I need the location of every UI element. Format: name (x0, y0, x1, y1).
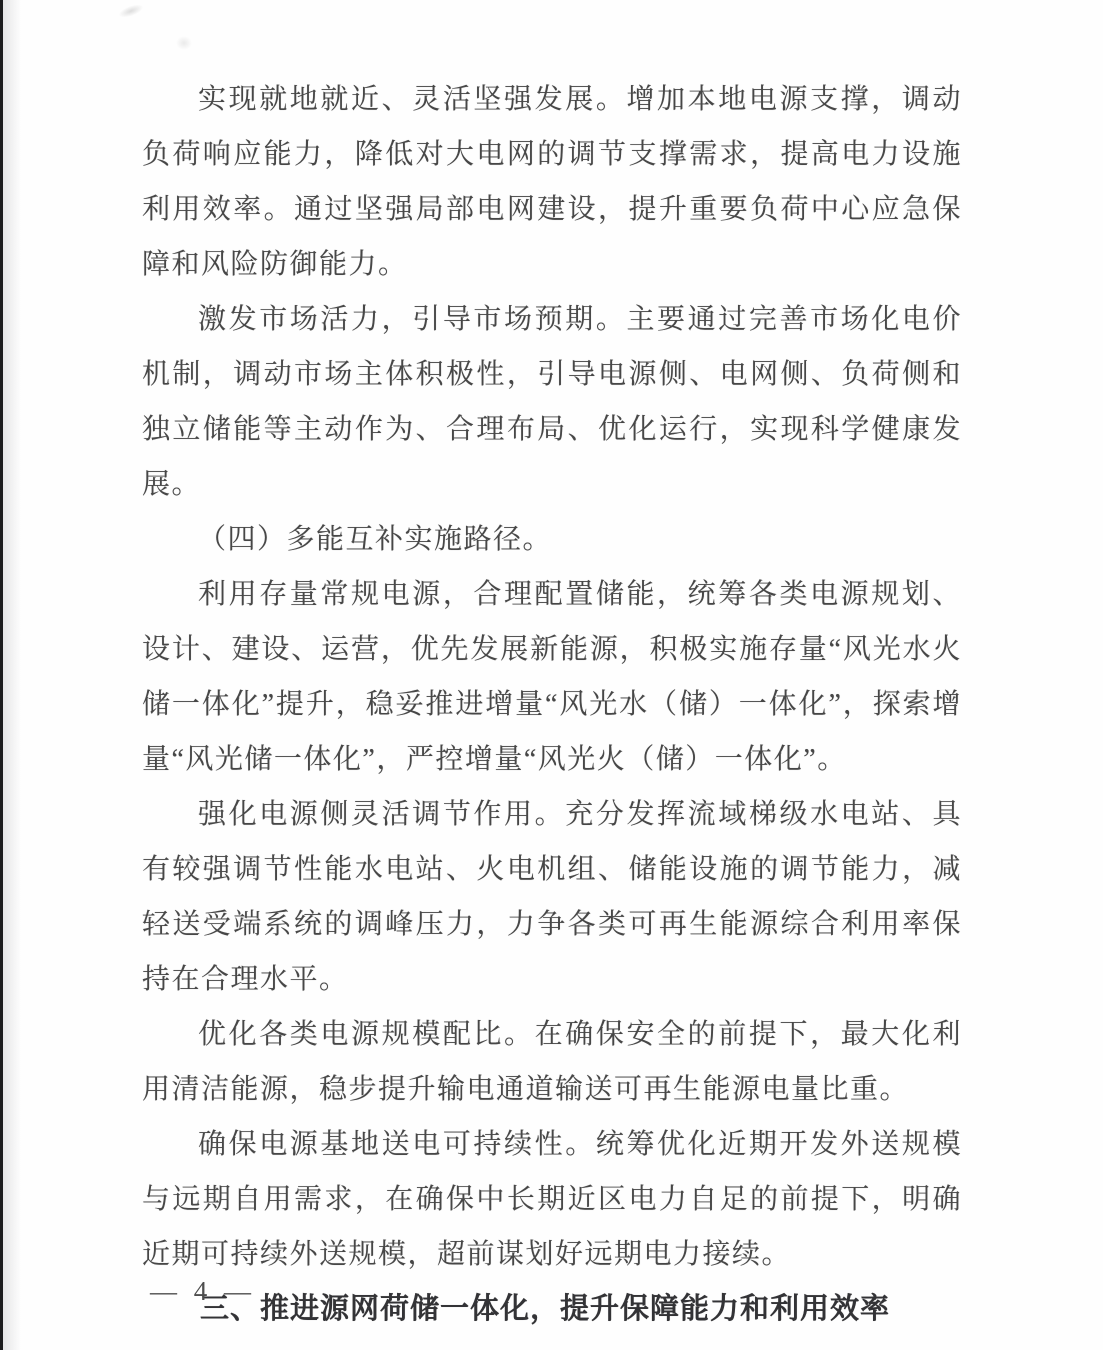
paragraph-existing-power-sources: 利用存量常规电源，合理配置储能，统筹各类电源规划、设计、建设、运营，优先发展新能源，积极实施存量“风光水火储一体化”提升，稳妥推进增量“风光水（储）一体化”，探索增量“风光储一体化”，严控增量“风光火（储）一体化”。 (142, 579, 962, 775)
scan-smudge (117, 2, 145, 20)
scan-smudge (176, 36, 192, 50)
subsection-heading-multi-energy-path: （四）多能互补实施路径。 (198, 524, 553, 555)
paragraph-market-vitality: 激发市场活力，引导市场预期。主要通过完善市场化电价机制，调动市场主体积极性，引导电源侧、电网侧、负荷侧和独立储能等主动作为、合理布局、优化运行，实现科学健康发展。 (142, 304, 962, 500)
paragraph-power-base-sustainability: 确保电源基地送电可持续性。统筹优化近期开发外送规模与远期自用需求，在确保中长期近区电力自足的前提下，明确近期可持续外送规模，超前谋划好远期电力接续。 (142, 1129, 962, 1270)
page-number: — 4 — (150, 1276, 256, 1306)
scan-edge-shadow (3, 0, 21, 1350)
document-body (142, 72, 962, 1337)
paragraph-optimize-power-mix: 优化各类电源规模配比。在确保安全的前提下，最大化利用清洁能源，稳步提升输电通道输送可再生能源电量比重。 (142, 1019, 962, 1105)
paragraph-source-side-regulation: 强化电源侧灵活调节作用。充分发挥流域梯级水电站、具有较强调节性能水电站、火电机组、储能设施的调节能力，减轻送受端系统的调峰压力，力争各类可再生能源综合利用率保持在合理水平。 (142, 799, 962, 995)
section-heading-source-grid-load-storage: 三、推进源网荷储一体化，提升保障能力和利用效率 (200, 1293, 891, 1325)
paragraph-local-flexible-development: 实现就地就近、灵活坚强发展。增加本地电源支撑，调动负荷响应能力，降低对大电网的调节支撑需求，提高电力设施利用效率。通过坚强局部电网建设，提升重要负荷中心应急保障和风险防御能力。 (142, 84, 962, 280)
